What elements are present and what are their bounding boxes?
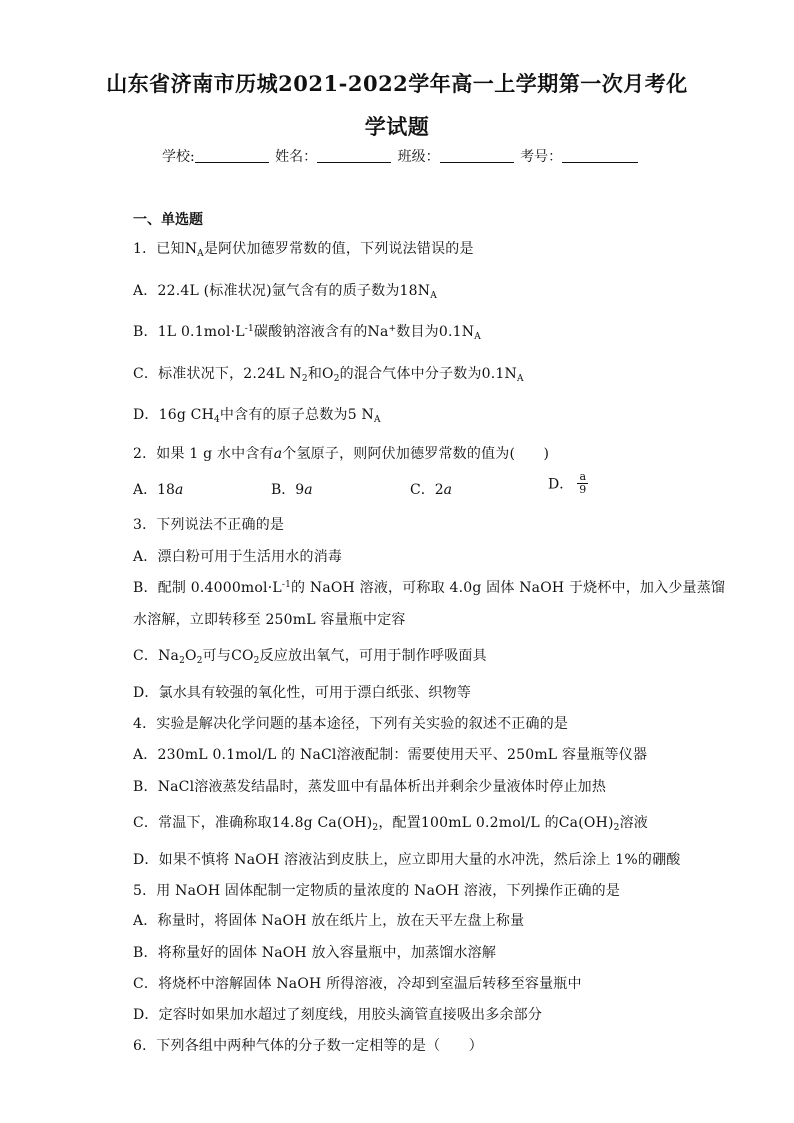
question-4-stem: 4．实验是解决化学问题的基本途径，下列有关实验的叙述不正确的是 bbox=[133, 716, 569, 732]
question-1-option-a: A．22.4L (标准状况)氩气含有的质子数为$18N_A$ bbox=[133, 283, 437, 301]
student-info-row bbox=[162, 146, 640, 166]
question-3-option-b-cont: 水溶解，立即转移至 250mL 容量瓶中定容 bbox=[133, 612, 406, 628]
section-heading: 一、单选题 bbox=[133, 212, 203, 228]
question-5-option-d: D．定容时如果加水超过了刻度线，用胶头滴管直接吸出多余部分 bbox=[133, 1007, 543, 1023]
number-label: 考号： bbox=[520, 149, 563, 165]
question-5-option-c: C．将烧杯中溶解固体 NaOH 所得溶液，冷却到室温后转移至容量瓶中 bbox=[133, 976, 582, 992]
page-title-line-1: 山东省济南市历城2021-2022学年高一上学期第一次月考化 bbox=[106, 71, 688, 96]
question-5-option-b: B．将称量好的固体 NaOH 放入容量瓶中，加蒸馏水溶解 bbox=[133, 945, 497, 961]
question-2-option-d: D． $\frac{a}{9}$ bbox=[548, 470, 587, 496]
question-4-option-c: C．常温下，准确称取14.8g $Ca(OH)_2$，配置100mL 0.2mol/L 的$Ca(OH)_2$溶液 bbox=[133, 815, 648, 833]
question-4-option-d: D．如果不慎将 NaOH 溶液沾到皮肤上，应立即用大量的水冲洗，然后涂上 1%的硼酸 bbox=[133, 852, 681, 868]
question-3-option-c: C．$Na_2O_2$可与$CO_2$反应放出氧气，可用于制作呼吸面具 bbox=[133, 648, 487, 666]
question-6-stem: 6．下列各组中两种气体的分子数一定相等的是（ ） bbox=[133, 1038, 483, 1054]
name-blank[interactable] bbox=[317, 148, 391, 163]
page-title-line-2: 学试题 bbox=[364, 114, 430, 139]
question-3-option-d: D．氯水具有较强的氧化性，可用于漂白纸张、织物等 bbox=[133, 685, 472, 701]
question-1-stem: 1．已知$N_A$是阿伏加德罗常数的值，下列说法错误的是 bbox=[133, 241, 474, 259]
question-2-option-a: A．18a bbox=[133, 482, 184, 498]
number-blank[interactable] bbox=[562, 148, 638, 163]
question-4-option-a: A．230mL 0.1mol/L 的 NaCl溶液配制：需要使用天平、250mL 容量瓶等仪器 bbox=[133, 747, 648, 763]
class-label: 班级： bbox=[397, 149, 440, 165]
question-3-option-a: A．漂白粉可用于生活用水的消毒 bbox=[133, 549, 343, 565]
name-label: 姓名： bbox=[275, 149, 318, 165]
question-3-option-b: B．配制 $0.4000mol\cdot L^{-1}$的 NaOH 溶液，可称取 4.0g 固体 NaOH 于烧杯中，加入少量蒸馏 bbox=[133, 580, 726, 596]
question-1-option-b: B．1L $0.1mol\cdot L^{-1}$碳酸钠溶液含有的Na+数目为$0.1N_A$ bbox=[133, 324, 481, 342]
question-2-option-b: B．9a bbox=[271, 482, 313, 498]
question-5-option-a: A．称量时，将固体 NaOH 放在纸片上，放在天平左盘上称量 bbox=[133, 913, 525, 929]
question-2-stem: 2．如果 1 g 水中含有a个氢原子，则阿伏加德罗常数的值为( ) bbox=[133, 446, 550, 462]
fraction: $\frac{a}{9}$ bbox=[579, 470, 587, 496]
class-blank[interactable] bbox=[440, 148, 514, 163]
question-3-stem: 3．下列说法不正确的是 bbox=[133, 517, 285, 533]
school-label: 学校: bbox=[162, 149, 195, 165]
school-blank[interactable] bbox=[195, 148, 269, 163]
question-5-stem: 5．用 NaOH 固体配制一定物质的量浓度的 NaOH 溶液，下列操作正确的是 bbox=[133, 883, 621, 899]
question-2-option-c: C．2a bbox=[410, 482, 452, 498]
question-1-option-d: D．16g $CH_4$中含有的原子总数为5 $N_A$ bbox=[133, 407, 381, 425]
question-1-option-c: C．标准状况下，2.24L $N_2$和$O_2$的混合气体中分子数为$0.1N_A$ bbox=[133, 366, 524, 384]
question-4-option-b: B．NaCl溶液蒸发结晶时，蒸发皿中有晶体析出并剩余少量液体时停止加热 bbox=[133, 779, 607, 795]
